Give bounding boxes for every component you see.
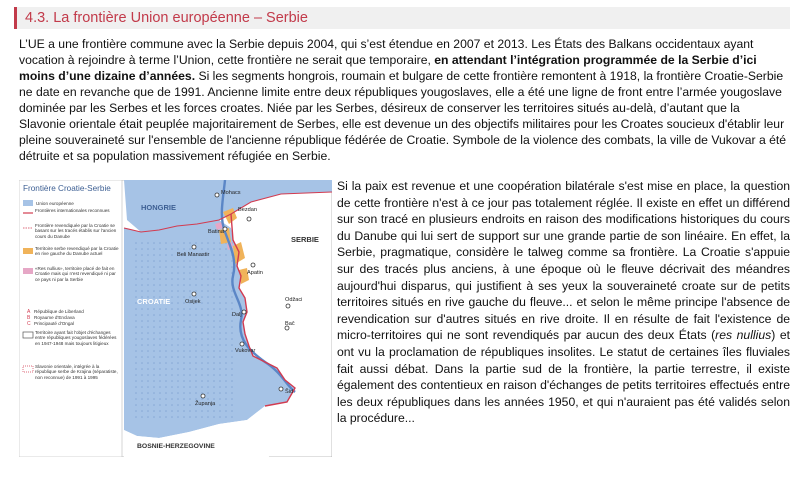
city-label-zupanja: Županja — [195, 401, 216, 407]
croatia-dots — [134, 240, 234, 420]
legend-borders: Frontières internationales reconnues — [35, 208, 110, 213]
intro-text-1: L’UE a une frontière commune avec la Serbie depuis 2004, qui s’est étendue en 2007 et 2013. Les États des Balkans occidentaux ayant vocation à rejoindre à terme l’Union, cette frontière ne serait que temporaire, — [19, 37, 754, 67]
city-dot-apatin — [251, 263, 255, 267]
label-croatia: CROATIE — [137, 297, 171, 306]
legend-eu: Union européenne — [36, 201, 74, 206]
section-heading — [14, 7, 790, 29]
city-dot-mohacs — [215, 193, 219, 197]
legend-mark-b: B — [27, 315, 31, 321]
legend-enclava: Royaume d'Enclava — [34, 315, 75, 320]
label-bosnia: BOSNIE-HERZEGOVINE — [137, 443, 215, 450]
body-paragraph — [337, 178, 790, 427]
city-label-dalj: Dalj — [232, 312, 242, 318]
body-text-1: Si la paix est revenue et une coopération bilatérale s'est mise en place, la question de cette frontière n'est à ce jour pas totalement réglée. Il existe en effet un différend sur son tracé en plusieurs endroits en raison des modifications historiques du cours du Danube qui lui sert de support sur une grande partie de son linéaire. En effet, la Serbie, pragmatique, considère le talweg comme sa frontière. La Croatie s'appuie sur des tracés plus anciens, à une époque où le fleuve décrivait des méandres aujourd'hui disparus, qui justifient à ses yeux la souveraineté croate sur de petits territoires situés en rive gauche du fleuve... et selon le même principe l'absence de revendication sur d'autres situés en rive droite. Il en résulte de fait l'existence de micro-territoires qui ne sont revendiqués par aucun des deux États ( — [337, 179, 790, 343]
body-text-2: ) et ont vu la proclamation de républiques insolites. Le statut de certaines îles fluviales fait aussi débat. Dans la partie sud de la frontière, la partie terrestre, il existe également des contentieux en raison d'échanges de petits territoires effectués entre les deux républiques dans les années 1950, et qui n'auraient pas été validés selon la procédure... — [337, 328, 790, 426]
intro-text-2: Si les segments hongrois, roumain et bulgare de cette frontière remontent à 1918, la frontière Croatie-Serbie ne date en revanche que de 1991. Ancienne limite entre deux républiques yougoslaves, elle a été une ligne de front entre l’armée yougoslave dominée par les Serbes et les forces croates. Niée par les Serbes, désireux de conserver les territoires situés au-delà, d’autant que la Slavonie orientale était peuplée majoritairement de Serbes, elle est devenue un des objectifs militaires pour les Croates soucieux d'établir leur pleine souveraineté sur l'ensemble de l'ancienne république fédérée de Croatie. Symbole de la violence des combats, la ville de Vukovar a été détruite et sa population massivement réfugiée en Serbie. — [19, 69, 787, 163]
legend-swatch-eu — [23, 200, 33, 206]
city-label-odzaci: Odžaci — [285, 297, 303, 303]
legend-swatch-serbian-claimed — [23, 248, 33, 254]
city-label-apatin: Apatin — [247, 270, 263, 276]
city-label-sid: Šid — [285, 389, 294, 395]
legend-swatch-slavonia — [23, 366, 33, 372]
frontier-map — [19, 180, 332, 457]
city-dot-dalj — [242, 310, 246, 314]
legend-ongal: Principauté d'Ongal — [34, 321, 74, 326]
city-label-batina: Batina — [208, 229, 224, 235]
legend-mark-c: C — [27, 321, 31, 327]
map-title: Frontière Croatie-Serbie — [23, 184, 111, 193]
legend-serbian-claimed: Territoire serbe revendiqué par la Croatie en rive gauche du Danube actuel — [35, 246, 119, 257]
city-dot-odzaci — [286, 304, 290, 308]
label-hungary: HONGRIE — [141, 203, 177, 212]
city-label-osijek: Osijek — [185, 299, 201, 305]
legend-exchanges: Territoire ayant fait l'objet d'échanges entre républiques yougoslaves fédérées en 1947-1948 mais toujours litigieux — [35, 330, 117, 346]
legend-res-nullius: «Res nullius», territoire placé de fait en Croatie mais qui n'est revendiqué ni par ce pays ni par la Serbie — [35, 266, 116, 282]
city-label-bac: Bač — [285, 321, 295, 327]
city-label-mohacs: Mohacs — [221, 190, 241, 196]
city-dot-vukovar — [240, 342, 244, 346]
city-dot-zupanja — [201, 394, 205, 398]
label-serbia: SERBIE — [291, 235, 319, 244]
city-dot-beli-manastir — [192, 245, 196, 249]
city-dot-osijek — [192, 292, 196, 296]
city-dot-sid — [279, 387, 283, 391]
legend-liberland: République de Liberland — [34, 309, 84, 314]
legend-mark-a: A — [27, 309, 31, 315]
city-label-vukovar: Vukovar — [235, 348, 256, 354]
city-label-beli-manastir: Beli Manastir — [177, 252, 210, 258]
city-label-bezdan: Bezdan — [238, 207, 257, 213]
legend-claimed-line: Frontière revendiquée par la Croatie se basant sur les tracés établis sur l'ancien cours du Danube — [35, 223, 117, 239]
intro-bold-text: en attendant l’intégration programmée de la Serbie d’ici moins d’une dizaine d’années. — [19, 53, 757, 83]
intro-paragraph — [19, 36, 789, 164]
body-italic-text: res nullius — [715, 328, 772, 343]
city-dot-bezdan — [247, 217, 251, 221]
section-title: 4.3. La frontière Union européenne – Serbie — [25, 10, 308, 26]
legend-slavonia: Slavonie orientale, intégrée à la république serbe de Krajina (séparatiste, non reconnue) de 1991 à 1995 — [35, 364, 118, 380]
legend-swatch-res-nullius — [23, 268, 33, 274]
